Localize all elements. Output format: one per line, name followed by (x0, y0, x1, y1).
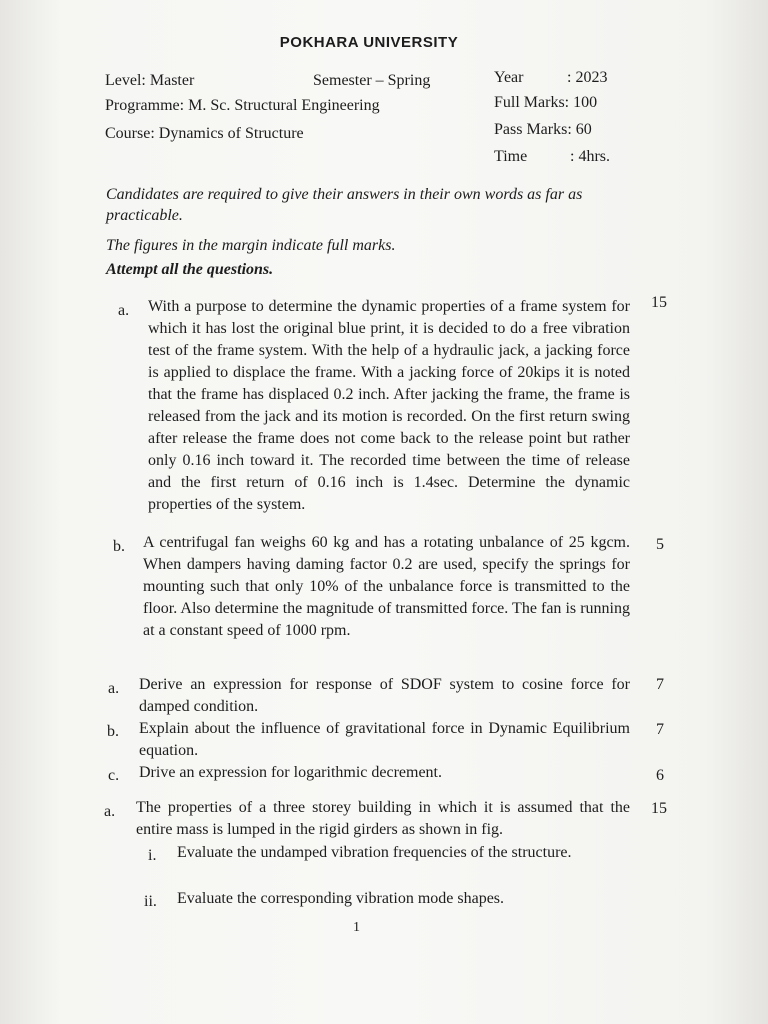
question-2c-letter: c. (108, 767, 120, 784)
question-1a-text: With a purpose to determine the dynamic properties of a frame system for which it has lost the original blue print, it is decided to do a free vibration test of the frame system. With the help of a hydraulic jack, a jacking force is applied to displace the frame. With a jacking force of 20kips it is noted that the frame has displaced 0.2 inch. After jacking the frame, the frame is released from the jack and its motion is recorded. On the first return swing after release the frame does not come back to the release point but rather only 0.16 inch toward it. The recorded time between the time of release and the first return of 0.16 inch is 1.4sec. Determine the dynamic properties of the system. (148, 298, 630, 513)
question-2a-text: Derive an expression for response of SDOF system to cosine force for damped condition. (139, 676, 630, 715)
level-label: Level: Master (105, 72, 195, 89)
semester-label: Semester – Spring (313, 72, 431, 89)
university-title: POKHARA UNIVERSITY (279, 34, 459, 51)
question-1b-letter: b. (113, 538, 125, 555)
question-2c-text: Drive an expression for logarithmic decrement. (139, 764, 442, 781)
subitem-i-text: Evaluate the undamped vibration frequencies of the structure. (177, 844, 572, 861)
question-3a-letter: a. (104, 803, 116, 820)
year-label: Year (494, 69, 524, 86)
course-label: Course: Dynamics of Structure (105, 125, 304, 142)
instruction-answer-own-words: Candidates are required to give their answers in their own words as far as practicable. (106, 186, 583, 224)
subitem-ii-text: Evaluate the corresponding vibration mode shapes. (177, 890, 505, 907)
question-2b-letter: b. (107, 723, 119, 740)
page-number: 1 (353, 920, 360, 935)
programme-label: Programme: M. Sc. Structural Engineering (105, 97, 380, 114)
question-3a-marks: 15 (651, 800, 667, 817)
question-1a-letter: a. (118, 302, 130, 319)
subitem-i-numeral: i. (148, 847, 157, 864)
question-2c-marks: 6 (656, 767, 664, 784)
pass-marks-label: Pass Marks: 60 (494, 121, 592, 138)
question-1b-marks: 5 (656, 536, 664, 553)
time-value: : 4hrs. (570, 148, 610, 165)
subitem-ii-numeral: ii. (144, 893, 157, 910)
question-2b-marks: 7 (656, 721, 664, 738)
question-1a-marks: 15 (651, 294, 667, 311)
question-2b-text: Explain about the influence of gravitational force in Dynamic Equilibrium equation. (139, 720, 630, 759)
full-marks-label: Full Marks: 100 (494, 94, 598, 111)
question-2a-marks: 7 (656, 676, 664, 693)
instruction-margin-marks: The figures in the margin indicate full marks. (106, 237, 396, 254)
year-value: : 2023 (567, 69, 608, 86)
instruction-attempt-all: Attempt all the questions. (106, 261, 274, 278)
time-label: Time (494, 148, 528, 165)
question-1b-text: A centrifugal fan weighs 60 kg and has a rotating unbalance of 25 kgcm. When dampers having daming factor 0.2 are used, specify the springs for mounting such that only 10% of the unbalance force is transmitted to the floor. Also determine the magnitude of transmitted force. The fan is running at a constant speed of 1000 rpm. (143, 534, 630, 639)
question-2a-letter: a. (108, 680, 120, 697)
question-3a-text: The properties of a three storey building in which it is assumed that the entire mass is lumped in the rigid girders as shown in fig. (136, 799, 630, 838)
